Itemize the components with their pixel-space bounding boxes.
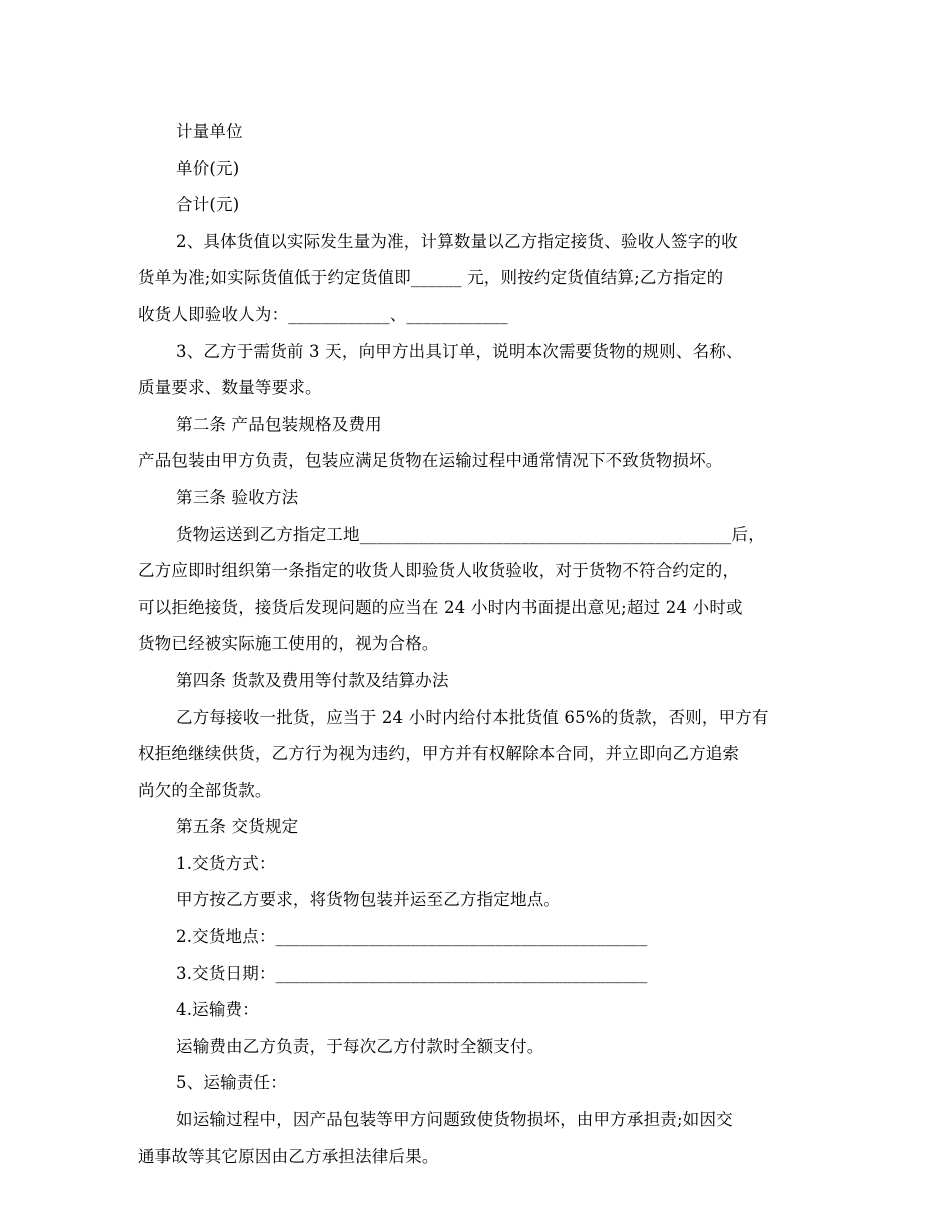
text-line: 乙方应即时组织第一条指定的收货人即验货人收货验收，对于货物不符合约定的，	[138, 561, 740, 581]
document-body	[138, 114, 824, 1175]
section-heading: 第二条 产品包装规格及费用	[176, 414, 382, 434]
text-line: 5、运输责任：	[176, 1073, 287, 1093]
text-line: 单价(元)	[176, 158, 240, 178]
text-line: 乙方每接收一批货，应当于 24 小时内给付本批货值 65%的货款，否则，甲方有	[176, 707, 769, 727]
text-line: 货物已经被实际施工使用的，视为合格。	[138, 634, 439, 654]
section-heading: 第五条 交货规定	[176, 817, 299, 837]
text-line: 质量要求、数量等要求。	[138, 378, 322, 398]
text-line: 权拒绝继续供货，乙方行为视为违约，甲方并有权解除本合同，并立即向乙方追索	[138, 744, 740, 764]
text-line: 计量单位	[176, 122, 243, 141]
text-line: 货单为准;如实际货值低于约定货值即______ 元，则按约定货值结算;乙方指定的	[138, 268, 724, 288]
text-line: 产品包装由甲方负责，包装应满足货物在运输过程中通常情况下不致货物损坏。	[138, 451, 723, 471]
text-line: 3、乙方于需货前 3 天，向甲方出具订单，说明本次需要货物的规则、名称、	[176, 341, 743, 361]
section-heading: 第四条 货款及费用等付款及结算办法	[176, 670, 449, 690]
text-line: 可以拒绝接货，接货后发现问题的应当在 24 小时内书面提出意见;超过 24 小时或	[138, 597, 743, 617]
text-line: 收货人即验收人为：____________、____________	[138, 304, 508, 324]
text-line: 2.交货地点：____________________________________________	[176, 927, 648, 947]
section-heading: 第三条 验收方法	[176, 487, 299, 507]
text-line: 合计(元)	[176, 195, 240, 215]
text-line: 甲方按乙方要求，将货物包装并运至乙方指定地点。	[176, 890, 561, 910]
text-line: 如运输过程中，因产品包装等甲方问题致使货物损坏，由甲方承担责;如因交	[176, 1110, 733, 1130]
text-line: 3.交货日期：____________________________________________	[176, 963, 648, 983]
text-line: 2、具体货值以实际发生量为准，计算数量以乙方指定接货、验收人签字的收	[176, 231, 738, 251]
text-line: 通事故等其它原因由乙方承担法律后果。	[138, 1146, 439, 1166]
text-line: 尚欠的全部货款。	[138, 780, 272, 800]
text-line: 4.运输费：	[176, 1000, 259, 1020]
text-line: 运输费由乙方负责，于每次乙方付款时全额支付。	[176, 1036, 544, 1056]
text-line: 1.交货方式：	[176, 853, 276, 873]
text-line: 货物运送到乙方指定工地____________________________________________后，	[176, 524, 765, 544]
